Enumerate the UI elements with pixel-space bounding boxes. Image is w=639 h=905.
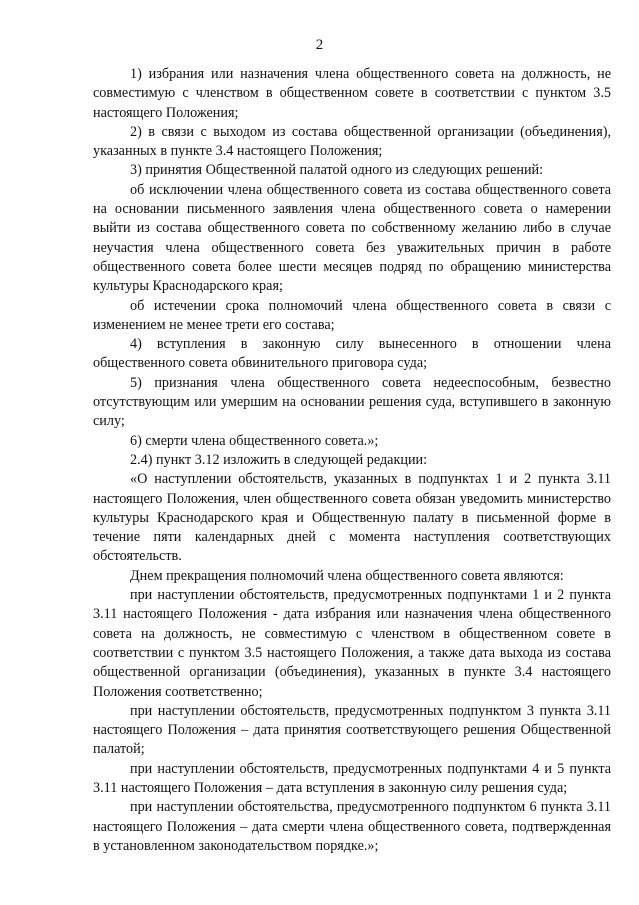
paragraph-item-6: 6) смерти члена общественного совета.»; xyxy=(130,432,379,449)
paragraph-exclusion-decision: об исключении члена общественного совета из состава общественного совета на основании письменного заявления члена общественного совета о намерении выйти из состава общественного совета по собственному желанию либо в случае неучастия члена общественного совета без уважительных причин в работе общественного совета более шести месяцев подряд по обращению министерства культуры Краснодарского края; xyxy=(93,181,611,295)
paragraph-clause-3-12: «О наступлении обстоятельств, указанных в подпунктах 1 и 2 пункта 3.11 настоящего Положения, член общественного совета обязан уведомить министерство культуры Краснодарского края и Общественную палату в письменной форме в течение пяти календарных дней с момента наступления соответствующих обстоятельств. xyxy=(93,471,611,565)
paragraph-termination-items-4-5: при наступлении обстоятельств, предусмотренных подпунктами 4 и 5 пункта 3.11 настоящего Положения – дата вступления в законную силу решения суда; xyxy=(93,760,611,796)
paragraph-item-1: 1) избрания или назначения члена общественного совета на должность, не совместимую с членством в общественном совете в соответствии с пунктом 3.5 настоящего Положения; xyxy=(93,66,611,121)
paragraph-termination-item-3: при наступлении обстоятельств, предусмотренных подпунктом 3 пункта 3.11 настоящего Положения – дата принятия соответствующего решения Общественной палатой; xyxy=(93,702,611,758)
document-body xyxy=(93,65,611,856)
paragraph-term-expiry-decision: об истечении срока полномочий члена общественного совета в связи с изменением не менее трети его состава; xyxy=(93,297,611,333)
paragraph-item-4: 4) вступления в законную силу вынесенного в отношении члена общественного совета обвинительного приговора суда; xyxy=(93,336,611,372)
paragraph-item-2: 2) в связи с выходом из состава общественной организации (объединения), указанных в пункте 3.4 настоящего Положения; xyxy=(93,123,611,160)
paragraph-amendment-2-4: 2.4) пункт 3.12 изложить в следующей редакции: xyxy=(130,451,428,468)
paragraph-item-3: 3) принятия Общественной палатой одного из следующих решений: xyxy=(130,162,544,179)
paragraph-item-5: 5) признания члена общественного совета недееспособным, безвестно отсутствующим или умершим на основании решения суда, вступившего в законную силу; xyxy=(93,374,611,430)
page-number: 2 xyxy=(315,37,324,53)
paragraph-termination-items-1-2: при наступлении обстоятельств, предусмотренных подпунктами 1 и 2 пункта 3.11 настоящего Положения - дата избрания или назначения члена общественного совета на должность, не совместимую с членством в общественном совете в соответствии с пунктом 3.5 настоящего Положения, а также дата выхода из состава общественной организации (объединения), указанных в пункте 3.4 настоящего Положения соответственно; xyxy=(93,587,611,700)
paragraph-termination-item-6: при наступлении обстоятельства, предусмотренного подпунктом 6 пункта 3.11 настоящего Положения – дата смерти члена общественного совета, подтвержденная в установленном законодательством порядке.»; xyxy=(93,799,611,854)
paragraph-termination-dates-intro: Днем прекращения полномочий члена общественного совета являются: xyxy=(130,567,564,584)
